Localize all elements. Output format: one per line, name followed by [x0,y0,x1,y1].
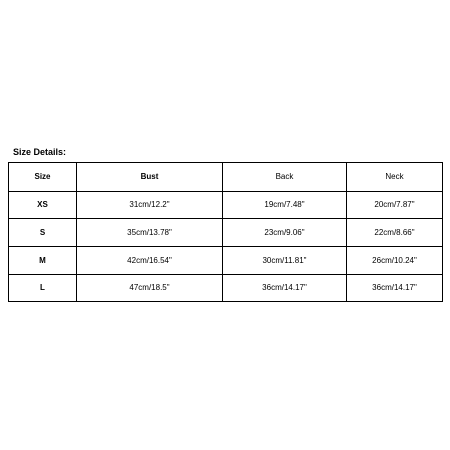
table-row [9,247,443,275]
header-neck: Neck [347,163,443,192]
size-cell: L [9,275,77,302]
size-cell: S [9,219,77,247]
size-cell: M [9,247,77,275]
table-row [9,192,443,219]
bust-cell: 31cm/12.2" [77,192,223,219]
bust-cell: 42cm/16.54" [77,247,223,275]
neck-cell: 26cm/10.24" [347,247,443,275]
back-cell: 19cm/7.48" [223,192,347,219]
header-size: Size [9,163,77,192]
header-bust: Bust [77,163,223,192]
neck-cell: 20cm/7.87" [347,192,443,219]
back-cell: 36cm/14.17" [223,275,347,302]
header-back: Back [223,163,347,192]
size-details-heading: Size Details: [13,147,67,157]
bust-cell: 35cm/13.78" [77,219,223,247]
bust-cell: 47cm/18.5" [77,275,223,302]
size-chart-table [8,162,443,302]
size-cell: XS [9,192,77,219]
neck-cell: 36cm/14.17" [347,275,443,302]
table-header-row [9,163,443,192]
table-row [9,275,443,302]
neck-cell: 22cm/8.66" [347,219,443,247]
table-row [9,219,443,247]
back-cell: 23cm/9.06" [223,219,347,247]
back-cell: 30cm/11.81" [223,247,347,275]
